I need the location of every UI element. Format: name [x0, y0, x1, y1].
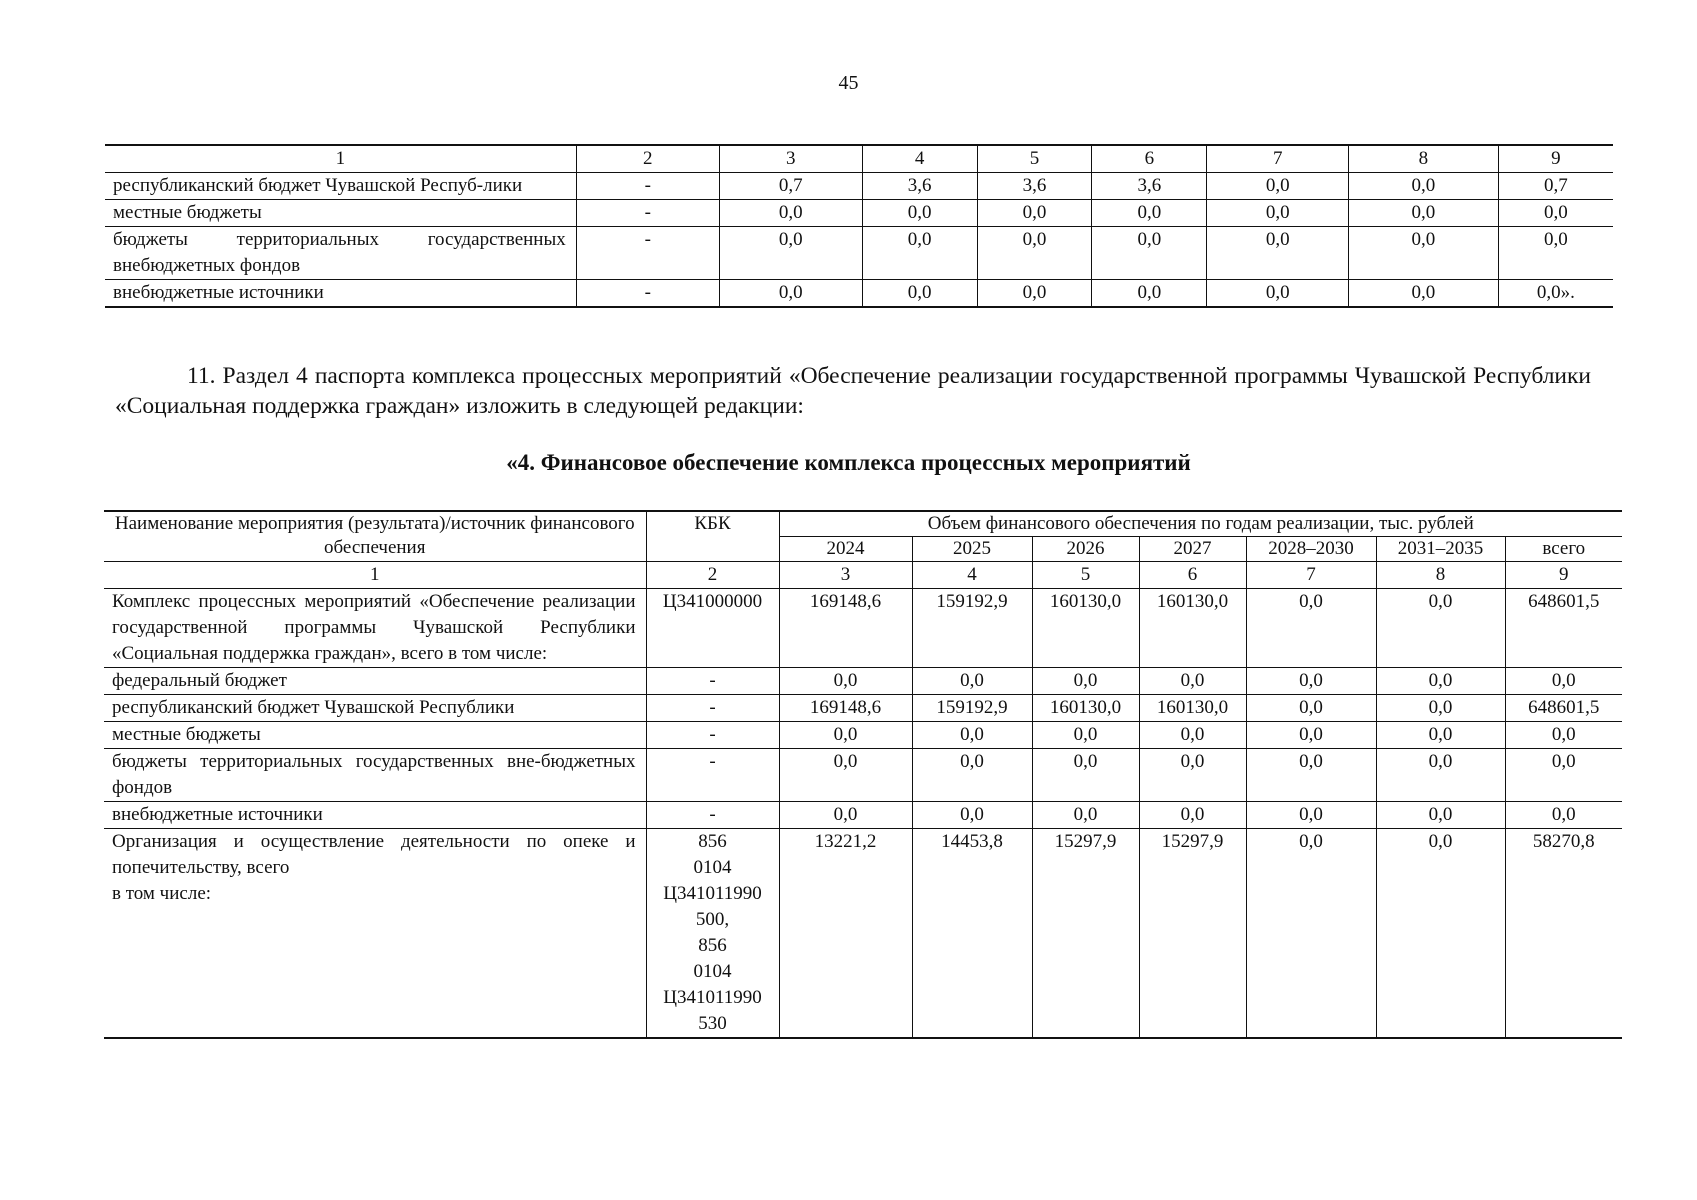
column-number: 1: [104, 562, 646, 589]
column-number: 3: [719, 145, 862, 173]
kbk-line: 530: [698, 1013, 727, 1034]
value-cell: 648601,5: [1505, 695, 1622, 722]
value-cell: 0,0: [1246, 589, 1376, 668]
value-cell: 0,0: [912, 749, 1032, 802]
kbk-cell: -: [646, 695, 779, 722]
value-cell: 0,0: [977, 280, 1092, 308]
year-header: 2027: [1139, 537, 1246, 562]
value-cell: 0,0: [1349, 280, 1499, 308]
value-cell: 0,0: [1207, 227, 1349, 280]
source-name-cell: бюджеты территориальных государственных внебюджетных фондов: [105, 227, 576, 280]
value-cell: 0,0: [1092, 227, 1207, 280]
value-cell: 0,0: [1207, 173, 1349, 200]
table-row: [104, 668, 1622, 695]
value-cell: 0,0: [1246, 802, 1376, 829]
value-cell: 0,0: [1246, 829, 1376, 1039]
activity-name: Организация и осуществление деятельности по опеке и попечительству, всего: [112, 831, 636, 878]
value-cell: 169148,6: [779, 589, 912, 668]
value-cell: 0,0: [1376, 829, 1505, 1039]
year-header: 2028–2030: [1246, 537, 1376, 562]
kbk-line: Ц341011990: [663, 987, 762, 1008]
value-cell: 160130,0: [1139, 695, 1246, 722]
table-row: [105, 280, 1613, 308]
kbk-line: 0104: [693, 857, 732, 878]
kbk-cell: -: [646, 668, 779, 695]
table-row: [104, 802, 1622, 829]
column-number: 4: [912, 562, 1032, 589]
value-cell: 0,0: [1246, 668, 1376, 695]
value-cell: 0,0: [1246, 749, 1376, 802]
value-cell: 0,0: [1139, 802, 1246, 829]
table-row: [104, 695, 1622, 722]
value-cell: 0,0: [862, 227, 977, 280]
source-name-cell: республиканский бюджет Чувашской Республики: [104, 695, 646, 722]
kbk-cell: -: [646, 722, 779, 749]
value-cell: 3,6: [977, 173, 1092, 200]
kbk-cell: [646, 829, 779, 1039]
value-cell: 648601,5: [1505, 589, 1622, 668]
value-cell: 0,0: [1032, 749, 1139, 802]
column-number: 2: [646, 562, 779, 589]
year-header: 2031–2035: [1376, 537, 1505, 562]
column-number: 5: [977, 145, 1092, 173]
value-cell: 0,0».: [1498, 280, 1613, 308]
value-cell: 15297,9: [1032, 829, 1139, 1039]
value-cell: 0,0: [1376, 802, 1505, 829]
value-cell: 15297,9: [1139, 829, 1246, 1039]
kbk-column-header: КБК: [646, 511, 779, 562]
column-number: 8: [1349, 145, 1499, 173]
table-row: [104, 829, 1622, 1039]
source-name-cell: внебюджетные источники: [105, 280, 576, 308]
year-header: 2025: [912, 537, 1032, 562]
value-cell: 58270,8: [1505, 829, 1622, 1039]
value-cell: 0,0: [1349, 200, 1499, 227]
value-cell: 0,0: [779, 802, 912, 829]
value-cell: 159192,9: [912, 695, 1032, 722]
source-name-cell: республиканский бюджет Чувашской Респуб-лики: [105, 173, 576, 200]
table-row: [105, 200, 1613, 227]
column-number: 2: [576, 145, 719, 173]
value-cell: 0,0: [779, 749, 912, 802]
value-cell: 0,0: [862, 200, 977, 227]
column-number: 8: [1376, 562, 1505, 589]
column-number: 6: [1139, 562, 1246, 589]
value-cell: 14453,8: [912, 829, 1032, 1039]
column-number: 5: [1032, 562, 1139, 589]
value-cell: 169148,6: [779, 695, 912, 722]
value-cell: 0,0: [1376, 749, 1505, 802]
column-number: 7: [1207, 145, 1349, 173]
table-row: [104, 589, 1622, 668]
value-cell: 3,6: [1092, 173, 1207, 200]
source-name-cell: федеральный бюджет: [104, 668, 646, 695]
value-cell: 0,0: [1032, 668, 1139, 695]
kbk-line: 856: [698, 935, 727, 956]
value-cell: 0,0: [719, 200, 862, 227]
source-name-cell: местные бюджеты: [105, 200, 576, 227]
kbk-line: Ц341011990: [663, 883, 762, 904]
source-name-cell: бюджеты территориальных государственных вне-бюджетных фондов: [104, 749, 646, 802]
column-number: 3: [779, 562, 912, 589]
value-cell: 160130,0: [1032, 589, 1139, 668]
amendment-paragraph: 11. Раздел 4 паспорта комплекса процессных мероприятий «Обеспечение реализации государственной программы Чувашской Республики «Социальная поддержка граждан» изложить в следующей редакции:: [115, 363, 1591, 419]
value-cell: 0,0: [1498, 200, 1613, 227]
value-cell: 0,0: [1032, 722, 1139, 749]
value-cell: 0,0: [1376, 722, 1505, 749]
value-cell: 0,0: [1505, 722, 1622, 749]
column-number: 9: [1505, 562, 1622, 589]
source-name-cell: внебюджетные источники: [104, 802, 646, 829]
value-cell: 0,0: [779, 722, 912, 749]
value-cell: 0,0: [912, 722, 1032, 749]
kbk-line: 0104: [693, 961, 732, 982]
value-cell: 0,0: [912, 802, 1032, 829]
table-row: [104, 749, 1622, 802]
value-cell: 13221,2: [779, 829, 912, 1039]
section-title: «4. Финансовое обеспечение комплекса процессных мероприятий: [506, 450, 1191, 475]
kbk-line: 500,: [695, 909, 730, 930]
budget-sources-table-continuation: [105, 144, 1613, 308]
source-name-cell: местные бюджеты: [104, 722, 646, 749]
value-cell: 0,0: [1246, 695, 1376, 722]
value-cell: 0,0: [1139, 749, 1246, 802]
value-cell: 0,0: [912, 668, 1032, 695]
kbk-cell: Ц341000000: [646, 589, 779, 668]
value-cell: 0,0: [1505, 802, 1622, 829]
value-cell: 0,0: [1139, 668, 1246, 695]
value-cell: 0,7: [1498, 173, 1613, 200]
value-cell: 3,6: [862, 173, 977, 200]
value-cell: 0,0: [1376, 695, 1505, 722]
page-number: 45: [838, 72, 859, 94]
column-number: 6: [1092, 145, 1207, 173]
value-cell: 0,0: [1246, 722, 1376, 749]
total-header: всего: [1505, 537, 1622, 562]
year-header: 2024: [779, 537, 912, 562]
kbk-line: 856: [698, 831, 727, 852]
volume-column-header: Объем финансового обеспечения по годам реализации, тыс. рублей: [779, 511, 1622, 537]
column-number-row: [105, 145, 1613, 173]
activity-name-cell: [104, 829, 646, 1039]
column-number-row: [104, 562, 1622, 589]
value-cell: 0,0: [719, 227, 862, 280]
kbk-cell: -: [646, 802, 779, 829]
column-number: 7: [1246, 562, 1376, 589]
value-cell: 0,0: [977, 200, 1092, 227]
value-cell: 0,0: [1376, 668, 1505, 695]
value-cell: 0,0: [1032, 802, 1139, 829]
value-cell: 160130,0: [1139, 589, 1246, 668]
value-cell: 0,0: [1505, 749, 1622, 802]
value-cell: 0,0: [1349, 227, 1499, 280]
table-row: [104, 722, 1622, 749]
kbk-cell: -: [646, 749, 779, 802]
value-cell: 0,0: [1207, 280, 1349, 308]
kbk-cell: -: [576, 227, 719, 280]
value-cell: 0,7: [719, 173, 862, 200]
kbk-cell: -: [576, 200, 719, 227]
value-cell: 0,0: [719, 280, 862, 308]
activity-name-cell: Комплекс процессных мероприятий «Обеспечение реализации государственной программы Чувашской Республики «Социальная поддержка граждан», всего в том числе:: [104, 589, 646, 668]
value-cell: 0,0: [1207, 200, 1349, 227]
value-cell: 0,0: [1092, 200, 1207, 227]
column-number: 1: [105, 145, 576, 173]
year-header: 2026: [1032, 537, 1139, 562]
kbk-cell: -: [576, 173, 719, 200]
table-row: [105, 227, 1613, 280]
value-cell: 0,0: [1139, 722, 1246, 749]
value-cell: 0,0: [779, 668, 912, 695]
column-number: 9: [1498, 145, 1613, 173]
value-cell: 0,0: [1092, 280, 1207, 308]
table-row: [105, 173, 1613, 200]
column-number: 4: [862, 145, 977, 173]
value-cell: 0,0: [977, 227, 1092, 280]
financial-support-table: [104, 510, 1622, 1039]
value-cell: 0,0: [1505, 668, 1622, 695]
header-row: [104, 511, 1622, 537]
value-cell: 0,0: [1498, 227, 1613, 280]
value-cell: 0,0: [1376, 589, 1505, 668]
value-cell: 0,0: [862, 280, 977, 308]
name-column-header: Наименование мероприятия (результата)/источник финансового обеспечения: [104, 511, 646, 562]
kbk-cell: -: [576, 280, 719, 308]
including-label: в том числе:: [112, 883, 212, 904]
value-cell: 0,0: [1349, 173, 1499, 200]
value-cell: 160130,0: [1032, 695, 1139, 722]
value-cell: 159192,9: [912, 589, 1032, 668]
